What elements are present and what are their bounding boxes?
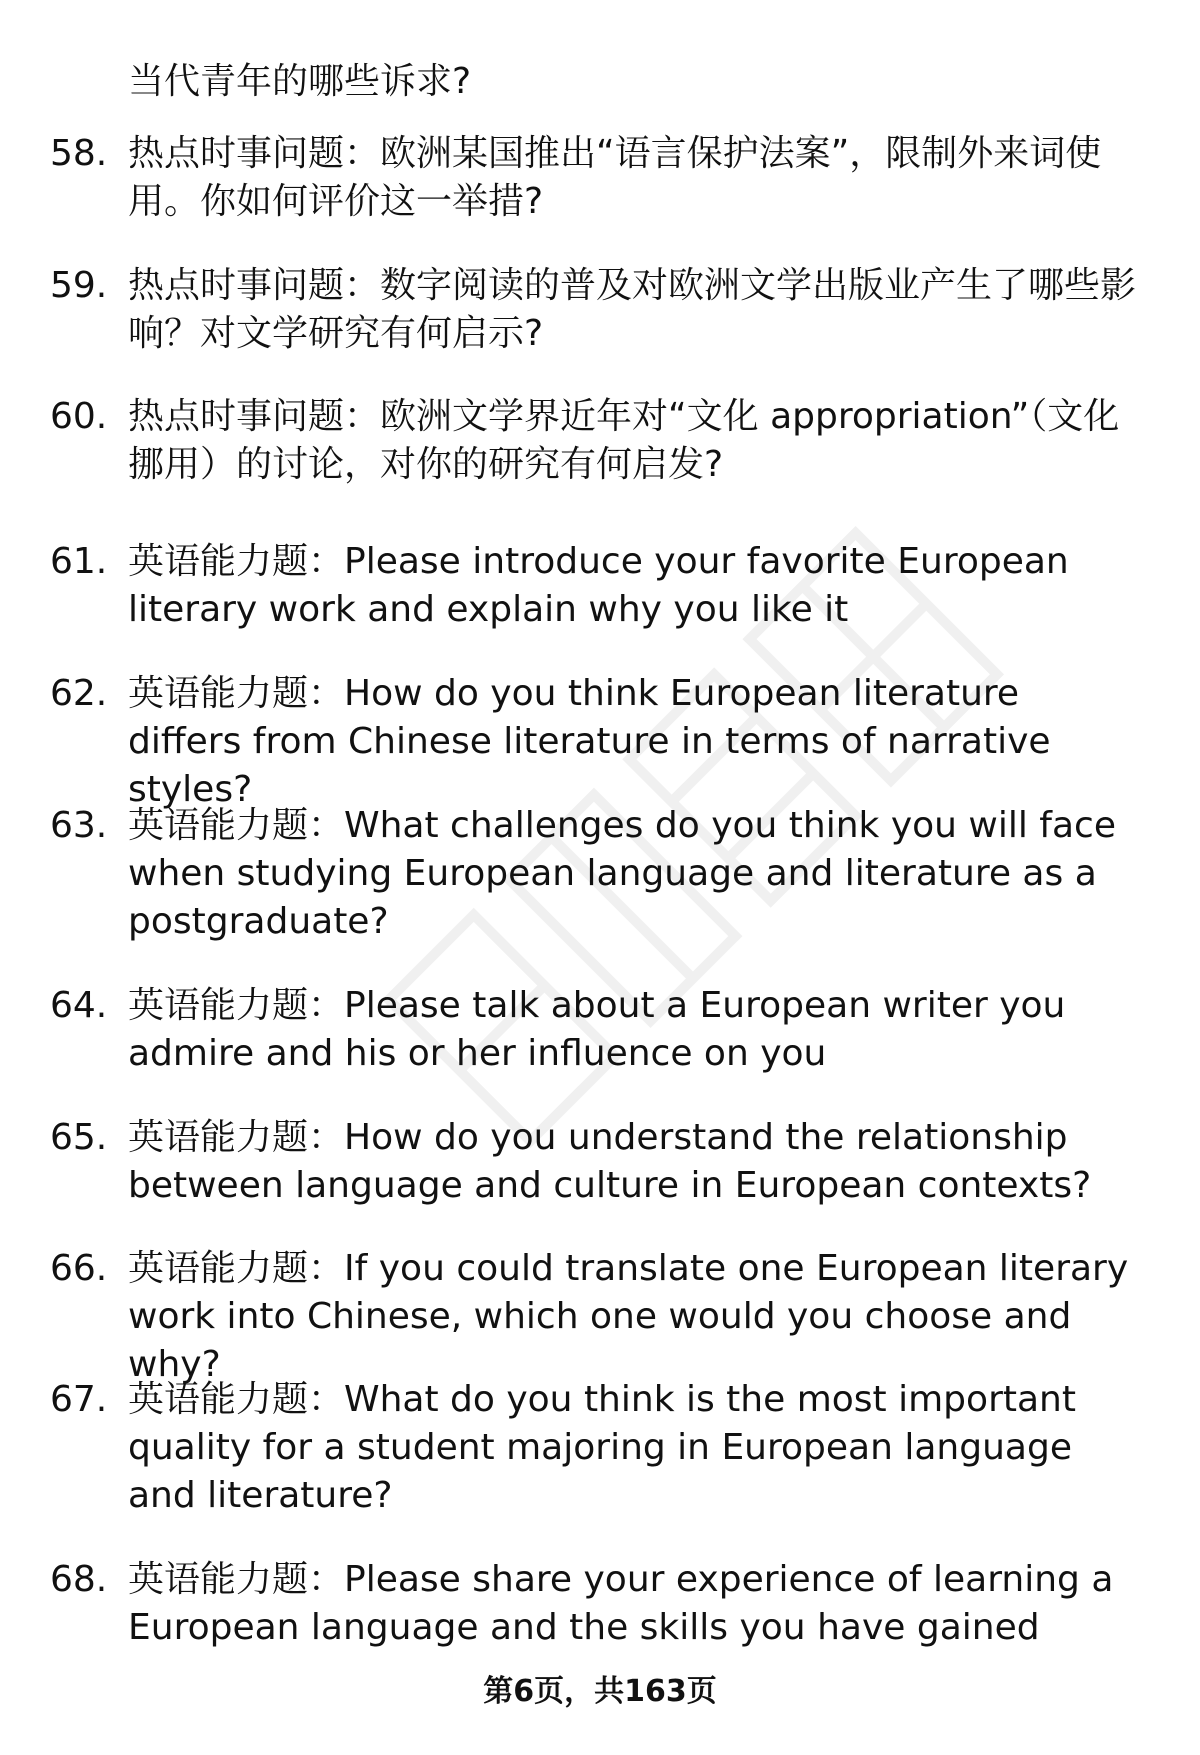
question-text: 热点时事问题：欧洲文学界近年对“文化 appropriation”（文化挪用）的讨论，对你的研究有何启发? xyxy=(128,396,1120,485)
continuation-text: 当代青年的哪些诉求? xyxy=(128,61,472,102)
question-text: 英语能力题：How do you understand the relationship between language and culture in European contexts? xyxy=(128,1117,1092,1206)
question-number: 63. xyxy=(50,805,108,846)
question-number: 66. xyxy=(50,1248,108,1289)
question-text: 英语能力题：If you could translate one European literary work into Chinese, which one would you choose and why? xyxy=(128,1248,1129,1385)
question-number: 60. xyxy=(50,396,108,437)
page-footer: 第6页，共163页 xyxy=(483,1674,717,1709)
question-number: 62. xyxy=(50,673,108,714)
question-number: 61. xyxy=(50,541,108,582)
question-number: 68. xyxy=(50,1559,108,1600)
question-text: 英语能力题：Please introduce your favorite European literary work and explain why you like it xyxy=(128,541,1069,630)
question-text: 热点时事问题：欧洲某国推出“语言保护法案”，限制外来词使用。你如何评价这一举措? xyxy=(128,133,1102,222)
question-number: 59. xyxy=(50,265,108,306)
question-number: 58. xyxy=(50,133,108,174)
question-text: 英语能力题：What do you think is the most important quality for a student majoring in European language and literature? xyxy=(128,1379,1076,1516)
question-number: 65. xyxy=(50,1117,108,1158)
question-number: 67. xyxy=(50,1379,108,1420)
question-text: 英语能力题：What challenges do you think you will face when studying European language and literature as a postgraduate? xyxy=(128,805,1116,942)
question-text: 英语能力题：Please talk about a European writer you admire and his or her influence on you xyxy=(128,985,1066,1074)
question-number: 64. xyxy=(50,985,108,1026)
question-text: 英语能力题：Please share your experience of learning a European language and the skills you have gained xyxy=(128,1559,1114,1648)
question-text: 英语能力题：How do you think European literature differs from Chinese literature in terms of narrative styles? xyxy=(128,673,1051,810)
question-text: 热点时事问题：数字阅读的普及对欧洲文学出版业产生了哪些影响？对文学研究有何启示? xyxy=(128,265,1137,354)
